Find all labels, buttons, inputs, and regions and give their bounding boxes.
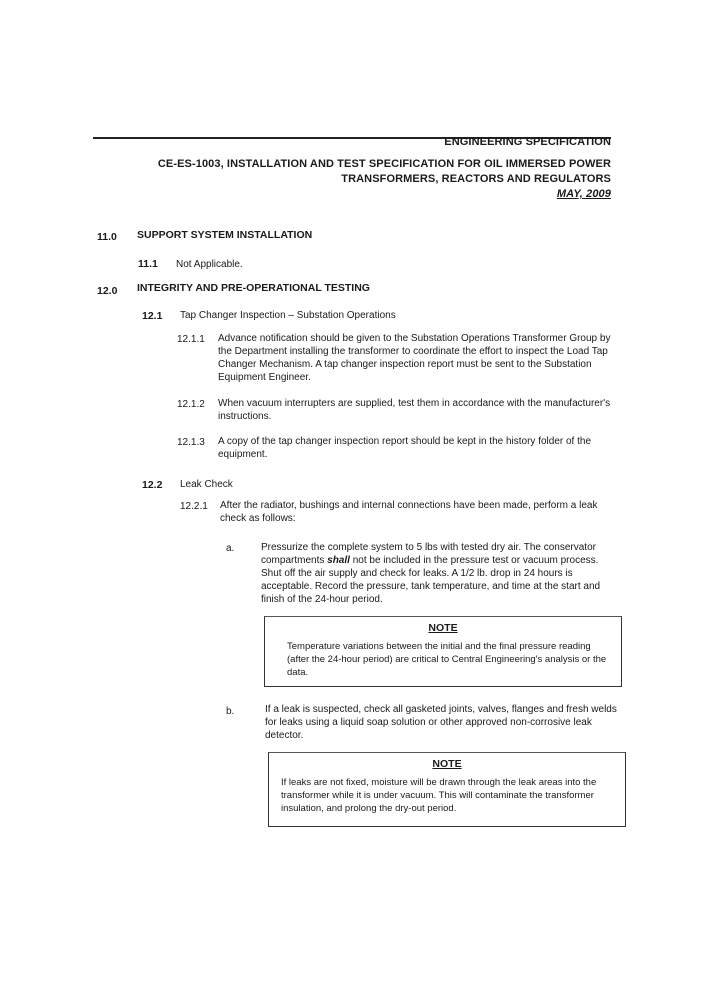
section-12-1-3-number: 12.1.3 <box>177 437 205 448</box>
header-date <box>557 188 611 200</box>
section-12-title: INTEGRITY AND PRE-OPERATIONAL TESTING <box>137 282 370 294</box>
section-12-1-title: Tap Changer Inspection – Substation Operations <box>180 310 396 321</box>
item-a-text <box>261 541 617 606</box>
item-b-text: If a leak is suspected, check all gasketed joints, valves, flanges and fresh welds for leaks using a liquid soap solution or other approved non-corrosive leak detector. <box>265 704 617 741</box>
header-spec-title: CE-ES-1003, INSTALLATION AND TEST SPECIFICATION FOR OIL IMMERSED POWER TRANSFORMERS, REACTORS AND REGULATORS <box>157 158 611 185</box>
item-a-text-before: Pressurize the complete system to 5 lbs with tested dry air. The conservator compartments <box>261 542 596 566</box>
note-1-text: Temperature variations between the initial and the final pressure reading (after the 24-hour period) are critical to Central Engineering's analysis or the data. <box>287 641 607 678</box>
section-11-number: 11.0 <box>97 231 117 243</box>
section-12-2-1-number: 12.2.1 <box>180 501 208 512</box>
header-title: ENGINEERING SPECIFICATION <box>444 136 611 148</box>
item-b-label: b. <box>226 706 235 717</box>
section-11-1-text: Not Applicable. <box>176 259 243 270</box>
section-12-1-2-number: 12.1.2 <box>177 399 205 410</box>
section-12-2-title: Leak Check <box>180 479 233 490</box>
section-11-1-number: 11.1 <box>138 258 158 270</box>
section-12-number: 12.0 <box>97 285 118 297</box>
section-12-1-2-text: When vacuum interrupters are supplied, test them in accordance with the manufacturer's instructions. <box>218 398 611 422</box>
note-2-title: NOTE <box>432 758 462 770</box>
note-1-title: NOTE <box>428 622 458 634</box>
note-2-text: If leaks are not fixed, moisture will be drawn through the leak areas into the transformer while it is under vacuum. This will contaminate the transformer insulation, and prolong the dry-out period. <box>281 777 597 814</box>
section-12-1-number: 12.1 <box>142 310 163 322</box>
item-a-label: a. <box>226 543 235 554</box>
note-box-1 <box>264 616 622 687</box>
section-11-title: SUPPORT SYSTEM INSTALLATION <box>137 229 313 241</box>
section-12-2-1-text: After the radiator, bushings and internal connections have been made, perform a leak check as follows: <box>220 500 598 524</box>
section-12-1-1-text: Advance notification should be given to the Substation Operations Transformer Group by the Department installing the transformer to coordinate the effort to inspect the Load Tap Changer Mechanism. A tap changer inspection report must be sent to the Substation Equipment Engineer. <box>218 333 611 383</box>
section-12-1-1-number: 12.1.1 <box>177 334 205 345</box>
header-date-text: MAY, 2009 <box>556 188 611 200</box>
section-12-2-number: 12.2 <box>142 479 163 491</box>
item-a-text-emphasis: shall <box>327 555 350 566</box>
note-box-2 <box>268 752 626 827</box>
item-a-text-after: not be included in the pressure test or vacuum process. Shut off the air supply and check for leaks. A 1/2 lb. drop in 24 hours is acceptable. Record the pressure, tank temperature, and time at the start and finish of the 24-hour period. <box>261 555 601 605</box>
section-12-1-3-text: A copy of the tap changer inspection report should be kept in the history folder of the equipment. <box>218 436 592 460</box>
